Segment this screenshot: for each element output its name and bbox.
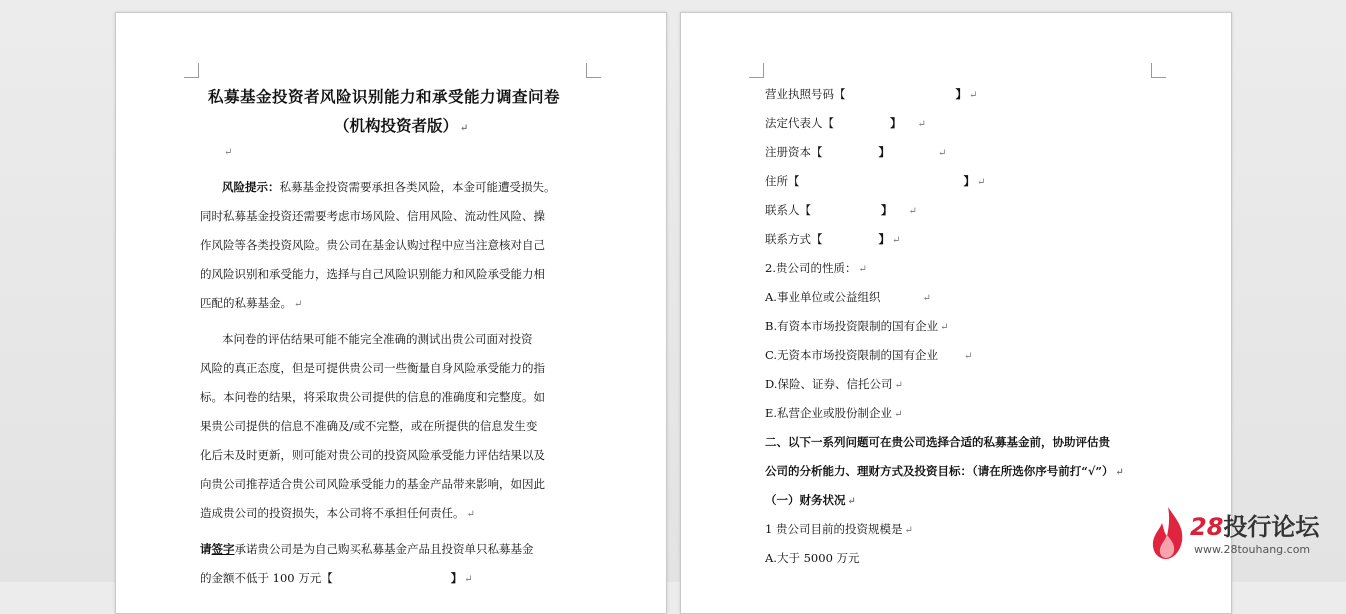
- disclaimer-line-3: 标。本问卷的结果，将采取贵公司提供的信息的准确度和完整度。如: [200, 390, 545, 404]
- question-2-option-a: A.事业单位或公益组织 ↵: [765, 290, 931, 304]
- risk-paragraph-line-5: 匹配的私募基金。 ↵: [200, 296, 303, 310]
- paragraph-mark: ↵: [460, 123, 469, 134]
- margin-marker-top-right: [586, 63, 601, 78]
- field-contact-person: 联系人【 】 ↵: [765, 203, 917, 217]
- risk-paragraph-line-3: 作风险等各类投资风险。贵公司在基金认购过程中应当注意核对自己: [200, 238, 545, 252]
- question-1: 1 贵公司目前的投资规模是 ↵: [765, 522, 913, 536]
- risk-paragraph-line-1: 风险提示：私募基金投资需要承担各类风险，本金可能遭受损失。: [222, 180, 556, 194]
- field-legal-representative: 法定代表人【 】 ↵: [765, 116, 926, 130]
- paragraph-mark: ↵: [858, 264, 867, 275]
- document-subtitle: （机构投资者版） ↵: [334, 116, 469, 135]
- signature-line-1: 请签字承诺贵公司是为自己购买私募基金产品且投资单只私募基金: [200, 542, 534, 556]
- paragraph-mark: ↵: [1115, 467, 1124, 478]
- question-2-option-d: D.保险、证券、信托公司 ↵: [765, 377, 903, 391]
- logo-url: www.28touhang.com: [1194, 543, 1311, 556]
- document-page-left: [115, 12, 667, 614]
- paragraph-mark: ↵: [294, 299, 303, 310]
- margin-marker-top-left: [749, 63, 764, 78]
- paragraph-mark: ↵: [894, 380, 903, 391]
- disclaimer-line-4: 果贵公司提供的信息不准确及/或不完整，或在所提供的信息发生变: [200, 419, 538, 433]
- disclaimer-line-2: 风险的真正态度，但是可提供贵公司一些衡量自身风险承受能力的指: [200, 361, 545, 375]
- disclaimer-line-1: 本问卷的评估结果可能不能完全准确的测试出贵公司面对投资: [222, 332, 533, 346]
- field-address: 住所【 】 ↵: [765, 174, 986, 188]
- document-title: 私募基金投资者风险识别能力和承受能力调查问卷: [208, 87, 561, 106]
- flame-logo-icon: [1150, 505, 1186, 561]
- question-1-option-a: A.大于 5000 万元: [765, 551, 860, 565]
- disclaimer-line-5: 化后未及时更新，则可能对贵公司的投资风险承受能力评估结果以及: [200, 448, 545, 462]
- field-registered-capital: 注册资本【 】 ↵: [765, 145, 947, 159]
- paragraph-mark: ↵: [977, 177, 986, 188]
- paragraph-mark: ↵: [922, 293, 931, 304]
- risk-paragraph-line-2: 同时私募基金投资还需要考虑市场风险、信用风险、流动性风险、操: [200, 209, 545, 223]
- question-2-option-e: E.私营企业或股份制企业 ↵: [765, 406, 903, 420]
- empty-paragraph: [222, 144, 232, 158]
- question-2-option-b: B.有资本市场投资限制的国有企业 ↵: [765, 319, 949, 333]
- question-2: 2.贵公司的性质： ↵: [765, 261, 867, 275]
- disclaimer-line-6: 向贵公司推荐适合贵公司风险承受能力的基金产品带来影响，如因此: [200, 477, 545, 491]
- logo-wordmark: 28投行论坛: [1190, 513, 1320, 541]
- site-logo-watermark: [1150, 505, 1330, 565]
- risk-label: 风险提示：: [222, 180, 280, 194]
- paragraph-mark: ↵: [940, 322, 949, 333]
- field-license-number: 营业执照号码【 】 ↵: [765, 87, 978, 101]
- paragraph-mark: ↵: [969, 90, 978, 101]
- margin-marker-top-left: [184, 63, 199, 78]
- question-2-option-c: C.无资本市场投资限制的国有企业 ↵: [765, 348, 973, 362]
- subsection-financial-status: （一）财务状况 ↵: [765, 493, 856, 507]
- paragraph-mark: ↵: [892, 235, 901, 246]
- paragraph-mark: ↵: [464, 574, 473, 585]
- paragraph-mark: ↵: [964, 351, 973, 362]
- paragraph-mark: ↵: [904, 525, 913, 536]
- risk-paragraph-line-4: 的风险识别和承受能力，选择与自己风险识别能力和风险承受能力相: [200, 267, 545, 281]
- sign-label: 签字: [211, 542, 235, 556]
- paragraph-mark: ↵: [908, 206, 917, 217]
- paragraph-mark: ↵: [894, 409, 903, 420]
- disclaimer-line-7: 造成贵公司的投资损失，本公司将不承担任何责任。 ↵: [200, 506, 475, 520]
- field-contact-info: 联系方式【 】 ↵: [765, 232, 901, 246]
- paragraph-mark: ↵: [224, 147, 233, 158]
- margin-marker-top-right: [1151, 63, 1166, 78]
- paragraph-mark: ↵: [847, 496, 856, 507]
- paragraph-mark: ↵: [466, 509, 475, 520]
- section-2-heading-line-1: 二、以下一系列问题可在贵公司选择合适的私募基金前，协助评估贵: [765, 435, 1110, 449]
- signature-line-2: 的金额不低于 100 万元【 】 ↵: [200, 571, 473, 585]
- paragraph-mark: ↵: [938, 148, 947, 159]
- paragraph-mark: ↵: [917, 119, 926, 130]
- section-2-heading-line-2: 公司的分析能力、理财方式及投资目标：（请在所选你序号前打“√”） ↵: [765, 464, 1124, 478]
